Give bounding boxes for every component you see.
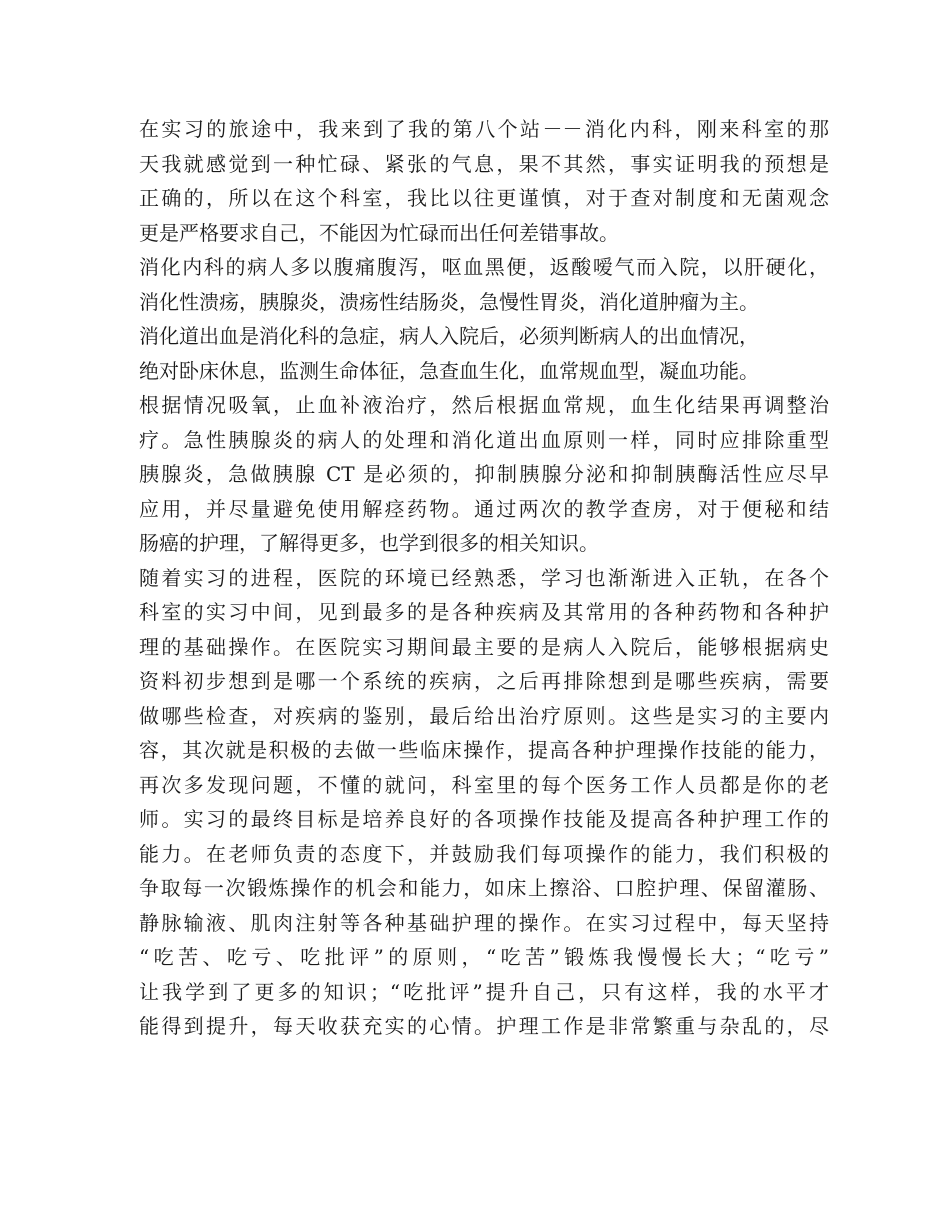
text-line: 做哪些检查，对疾病的鉴别，最后给出治疗原则。这些是实习的主要内 <box>139 703 829 728</box>
text-line: 静脉输液、肌肉注射等各种基础护理的操作。在实习过程中，每天坚持 <box>139 910 829 935</box>
text-line: 绝对卧床休息，监测生命体征，急查血生化，血常规血型，凝血功能。 <box>139 358 759 383</box>
text-line: 天我就感觉到一种忙碌、紧张的气息，果不其然，事实证明我的预想是 <box>139 151 829 176</box>
text-line: 肠癌的护理，了解得更多，也学到很多的相关知识。 <box>139 531 599 555</box>
text-line: 能力。在老师负责的态度下，并鼓励我们每项操作的能力，我们积极的 <box>139 841 829 866</box>
text-line: 应用，并尽量避免使用解痉药物。通过两次的教学查房，对于便秘和结 <box>139 496 829 521</box>
text-line: 疗。急性胰腺炎的病人的处理和消化道出血原则一样，同时应排除重型 <box>139 427 829 452</box>
text-line: 科室的实习中间，见到最多的是各种疾病及其常用的各种药物和各种护 <box>139 600 829 624</box>
text-line: 在实习的旅途中，我来到了我的第八个站－－消化内科，刚来科室的那 <box>139 117 829 141</box>
text-line: 容，其次就是积极的去做一些临床操作，提高各种护理操作技能的能力， <box>139 738 829 762</box>
text-line: 理的基础操作。在医院实习期间最主要的是病人入院后，能够根据病史 <box>139 634 829 659</box>
text-line: 消化性溃疡，胰腺炎，溃疡性结肠炎，急慢性胃炎，消化道肿瘤为主。 <box>139 289 759 314</box>
text-line: 消化内科的病人多以腹痛腹泻，呕血黑便，返酸嗳气而入院，以肝硬化， <box>139 255 829 279</box>
text-line: 随着实习的进程，医院的环境已经熟悉，学习也渐渐进入正轨，在各个 <box>139 565 829 590</box>
text-line: 正确的，所以在这个科室，我比以往更谨慎，对于查对制度和无菌观念 <box>139 186 829 210</box>
text-line: 让我学到了更多的知识；“吃批评”提升自己，只有这样，我的水平才 <box>139 979 829 1004</box>
text-line: 根据情况吸氧，止血补液治疗，然后根据血常规，血生化结果再调整治 <box>139 393 829 417</box>
text-line: 消化道出血是消化科的急症，病人入院后，必须判断病人的出血情况， <box>139 324 759 348</box>
text-line: 能得到提升，每天收获充实的心情。护理工作是非常繁重与杂乱的，尽 <box>139 1014 829 1038</box>
text-line: 更是严格要求自己，不能因为忙碌而出任何差错事故。 <box>139 220 619 245</box>
text-line: 再次多发现问题，不懂的就问，科室里的每个医务工作人员都是你的老 <box>139 772 829 797</box>
text-line: 资料初步想到是哪一个系统的疾病，之后再排除想到是哪些疾病，需要 <box>139 669 829 693</box>
text-line: 师。实习的最终目标是培养良好的各项操作技能及提高各种护理工作的 <box>139 807 829 831</box>
text-line: “吃苦、吃亏、吃批评”的原则，“吃苦”锻炼我慢慢长大；“吃亏” <box>139 945 829 969</box>
text-line: 争取每一次锻炼操作的机会和能力，如床上擦浴、口腔护理、保留灌肠、 <box>139 876 829 900</box>
text-line: 胰腺炎，急做胰腺 CT 是必须的，抑制胰腺分泌和抑制胰酶活性应尽早 <box>139 462 829 486</box>
body-text <box>139 112 829 1044</box>
